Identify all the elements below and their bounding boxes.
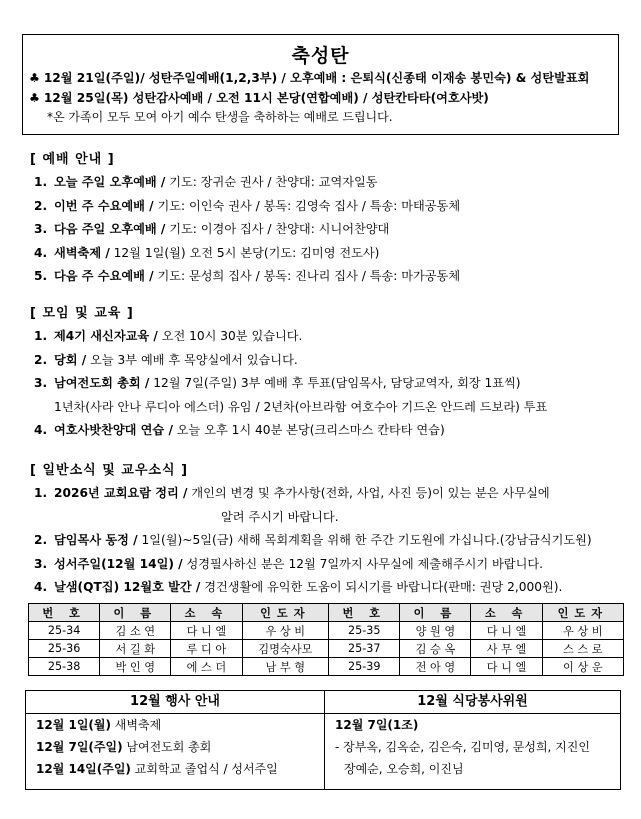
christmas-line-2 bbox=[29, 88, 618, 108]
list-item: 3. 남여전도회 총회 / 12월 7일(주일) 3부 예배 후 투표(담임목사, 담당교역자, 회장 1표씩) bbox=[34, 376, 521, 390]
list-item: 4. 여호사밧찬양대 연습 / 오늘 오후 1시 40분 본당(크리스마스 칸타타 연습) bbox=[34, 423, 445, 437]
list-item: 1. 오늘 주일 오후예배 / 기도: 장귀순 권사 / 찬양대: 교역자일동 bbox=[34, 175, 378, 189]
meal-title: 12월 식당봉사위원 bbox=[325, 691, 620, 714]
list-item: 1. 제4기 새신자교육 / 오전 10시 30분 있습니다. bbox=[34, 329, 303, 343]
list-item: 3. 성서주일(12월 14일) / 성경필사하신 분은 12월 7일까지 사무실에 제출해주시기 바랍니다. bbox=[34, 556, 543, 571]
list-item-continuation: 알려 주시기 바랍니다. bbox=[221, 509, 339, 524]
bottom-info-box bbox=[25, 690, 621, 790]
club-bullet-icon: ♣ bbox=[29, 91, 40, 105]
meeting-list bbox=[34, 325, 547, 443]
christmas-note: *온 가족이 모두 모여 아기 예수 탄생을 축하하는 예배로 드립니다. bbox=[47, 110, 393, 124]
events-column bbox=[26, 691, 325, 789]
worship-list bbox=[34, 171, 460, 289]
table-row: 25-38 박 인 영 에 스 더 남 부 형 25-39 전 아 영 다 니 엘 이 상 운 bbox=[29, 658, 624, 676]
club-bullet-icon: ♣ bbox=[29, 71, 40, 85]
christmas-box bbox=[22, 34, 619, 135]
news-list bbox=[34, 482, 592, 600]
worship-section-title: [ 예배 안내 ] bbox=[30, 152, 115, 167]
meal-members-line-2: 장예순, 오승희, 이진님 bbox=[344, 762, 464, 776]
christmas-line-1-text: 12월 21일(주일)/ 성탄주일예배(1,2,3부) / 오후예배 : 은퇴식(신종태 이재송 봉민숙) & 성탄발표회 bbox=[43, 71, 590, 85]
list-item: 4. 날샘(QT집) 12월호 발간 / 경건생활에 유익한 도움이 되시기를 바랍니다(판매: 권당 2,000원). bbox=[34, 580, 563, 594]
event-row: 12월 7일(주일) 남여전도회 총회 bbox=[36, 740, 212, 754]
event-row: 12월 14일(주일) 교회학교 졸업식 / 성서주일 bbox=[36, 762, 278, 776]
list-item: 4. 새벽축제 / 12월 1일(월) 오전 5시 본당(기도: 김미영 전도사) bbox=[34, 245, 380, 260]
news-section-title: [ 일반소식 및 교우소식 ] bbox=[30, 463, 189, 478]
table-row: 25-36 서 길 화 루 디 아 김명숙사모 25-37 김 승 옥 사 무 엘 스 스 로 bbox=[29, 640, 624, 658]
event-row: 12월 1일(월) 새벽축제 bbox=[36, 718, 162, 732]
list-item: 1. 2026년 교회요람 정리 / 개인의 변경 및 추가사항(전화, 사업, 사진 등)이 있는 분은 사무실에 bbox=[34, 486, 550, 500]
list-item-continuation: 1년차(사라 안나 루디아 에스더) 유임 / 2년차(아브라함 여호수아 기드온 안드레 드보라) 투표 bbox=[54, 399, 548, 414]
list-item: 5. 다음 주 수요예배 / 기도: 문성희 집사 / 봉독: 진나리 집사 / 특송: 마가공동체 bbox=[34, 269, 461, 283]
christmas-title: 축성탄 bbox=[291, 45, 350, 67]
list-item: 2. 당회 / 오늘 3부 예배 후 목양실에서 있습니다. bbox=[34, 352, 298, 367]
new-members-table bbox=[28, 603, 624, 676]
list-item: 2. 담임목사 동정 / 1일(월)~5일(금) 새해 목회계획을 위해 한 주간 기도원에 가십니다.(강남금식기도원) bbox=[34, 533, 592, 547]
christmas-line-2-text: 12월 25일(목) 성탄감사예배 / 오전 11시 본당(연합예배) / 성탄칸타타(여호사밧) bbox=[43, 91, 489, 105]
list-item: 2. 이번 주 수요예배 / 기도: 이인숙 권사 / 봉독: 김영숙 집사 / 특송: 마태공동체 bbox=[34, 198, 461, 213]
table-header-row: 번 호 이 름 소 속 인도자 번 호 이 름 소 속 인도자 bbox=[29, 604, 624, 622]
meal-date: 12월 7일(1조) bbox=[335, 718, 419, 732]
list-item: 3. 다음 주일 오후예배 / 기도: 이경아 집사 / 찬양대: 시니어찬양대 bbox=[34, 222, 390, 236]
christmas-line-1 bbox=[29, 68, 618, 88]
events-title: 12월 행사 안내 bbox=[26, 691, 324, 714]
meal-members-line-1: - 장부옥, 김옥순, 김은숙, 김미영, 문성희, 지진인 bbox=[335, 740, 590, 754]
meeting-section-title: [ 모임 및 교육 ] bbox=[30, 306, 134, 321]
meal-service-column bbox=[325, 691, 620, 789]
table-row: 25-34 김 소 연 다 니 엘 우 상 비 25-35 양 원 영 다 니 엘 우 상 비 bbox=[29, 622, 624, 640]
